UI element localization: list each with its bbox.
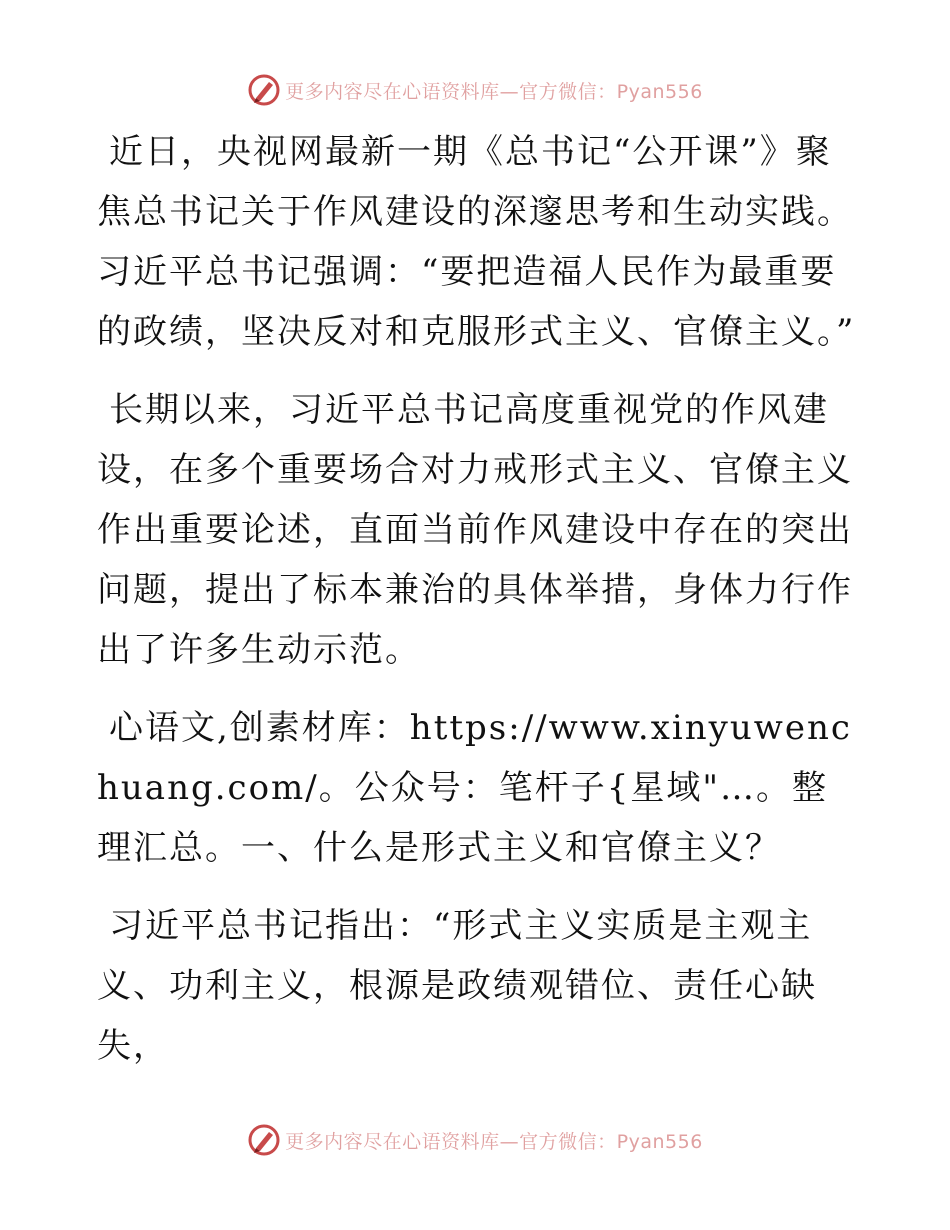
footer-banner-text: 更多内容尽在心语资料库—官方微信：Pyan556 <box>285 1130 703 1153</box>
footer-banner <box>0 1120 950 1160</box>
paragraph-2: 长期以来，习近平总书记高度重视党的作风建设，在多个重要场合对力戒形式主义、官僚主义作出重要论述，直面当前作风建设中存在的突出问题，提出了标本兼治的具体举措，身体力行作出了许多生动示范。 <box>97 390 853 670</box>
document-body <box>97 122 857 1094</box>
paragraph-4: 习近平总书记指出：“形式主义实质是主观主义、功利主义，根源是政绩观错位、责任心缺失， <box>97 906 817 1066</box>
paragraph-1: 近日，央视网最新一期《总书记“公开课”》聚焦总书记关于作风建设的深邃思考和生动实践。习近平总书记强调：“要把造福人民作为最重要的政绩，坚决反对和克服形式主义、官僚主义。” <box>97 132 856 352</box>
paragraph-3: 心语文,创素材库：https://www.xinyuwenchuang.com/。公众号：笔杆子{星域"…。整理汇总。一、什么是形式主义和官僚主义？ <box>97 708 852 868</box>
pen-logo-icon <box>247 1123 281 1157</box>
header-banner-text: 更多内容尽在心语资料库—官方微信：Pyan556 <box>285 80 703 103</box>
header-banner <box>0 70 950 110</box>
pen-logo-icon <box>247 73 281 107</box>
